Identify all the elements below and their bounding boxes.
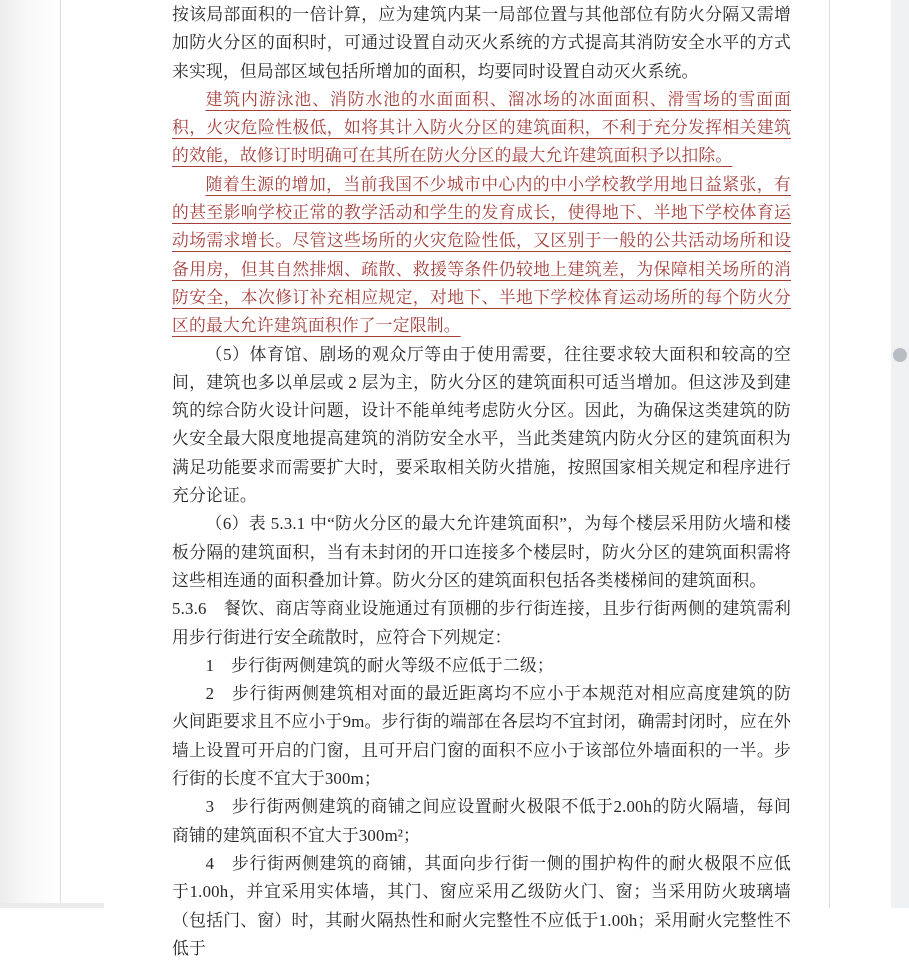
document-page [60,0,830,958]
scrollbar-thumb[interactable] [893,348,907,362]
clause-sub-item-1: 1 步行街两侧建筑的耐火等级不应低于二级； [205,655,554,675]
document-content [172,1,791,963]
revision-paragraph-pools: 建筑内游泳池、消防水池的水面面积、溜冰场的冰面面积、滑雪场的雪面面积，火灾危险性极低，如将其计入防火分区的建筑面积，不利于充分发挥相关建筑的效能，故修订时明确可在其所在防火分区的最大允许建筑面积予以扣除。 [172,89,791,166]
clause-sub-item-2: 2 步行街两侧建筑相对面的最近距离均不应小于本规范对相应高度建筑的防火间距要求且不应小于9m。步行街的端部在各层均不宜封闭，确需封闭时，应在外墙上设置可开启的门窗，且可开启门窗的面积不应小于该部位外墙面积的一半。步行街的长度不宜大于300m； [172,684,791,789]
paragraph-item-5: （5）体育馆、剧场的观众厅等由于使用需要，往往要求较大面积和较高的空间，建筑也多以单层或 2 层为主，防火分区的建筑面积可适当增加。但这涉及到建筑的综合防火设计问题，设计不能单纯考虑防火分区。因此，为确保这类建筑的防火安全最大限度地提高建筑的消防安全水平，当此类建筑内防火分区的建筑面积为满足功能要求而需要扩大时，要采取相关防火措施，按照国家相关规定和程序进行充分论证。 [172,344,791,506]
paragraph-continuation: 按该局部面积的一倍计算，应为建筑内某一局部位置与其他部位有防火分隔又需增加防火分区的面积时，可通过设置自动灭火系统的方式提高其消防安全水平的方式来实现，但局部区域包括所增加的面积，均要同时设置自动灭火系统。 [172,5,791,81]
clause-5-3-6: 5.3.6 餐饮、商店等商业设施通过有顶棚的步行街连接，且步行街两侧的建筑需利用步行街进行安全疏散时，应符合下列规定： [172,599,791,647]
paragraph-item-6: （6）表 5.3.1 中“防火分区的最大允许建筑面积”，为每个楼层采用防火墙和楼板分隔的建筑面积，当有未封闭的开口连接多个楼层时，防火分区的建筑面积需将这些相连通的面积叠加计算。防火分区的建筑面积包括各类楼梯间的建筑面积。 [172,514,791,590]
scrollbar-track[interactable] [891,0,909,908]
clause-sub-item-3: 3 步行街两侧建筑的商铺之间应设置耐火极限不低于2.00h的防火隔墙，每间商铺的建筑面积不宜大于300m²； [172,797,791,845]
revision-paragraph-schools: 随着生源的增加，当前我国不少城市中心内的中小学校教学用地日益紧张，有的甚至影响学校正常的教学活动和学生的发育成长，使得地下、半地下学校体育运动场需求增长。尽管这些场所的火灾危险性低，又区别于一般的公共活动场所和设备用房，但其自然排烟、疏散、救援等条件仍较地上建筑差，为保障相关场所的消防安全，本次修订补充相应规定，对地下、半地下学校体育运动场所的每个防火分区的最大允许建筑面积作了一定限制。 [172,174,791,336]
page-left-shadow [0,0,60,908]
clause-sub-item-4: 4 步行街两侧建筑的商铺，其面向步行街一侧的围护构件的耐火极限不应低于1.00h，并宜采用实体墙，其门、窗应采用乙级防火门、窗；当采用防火玻璃墙（包括门、窗）时，其耐火隔热性和耐火完整性不应低于1.00h；采用耐火完整性不低于 [172,853,791,958]
bottom-edge-shadow [0,903,104,908]
